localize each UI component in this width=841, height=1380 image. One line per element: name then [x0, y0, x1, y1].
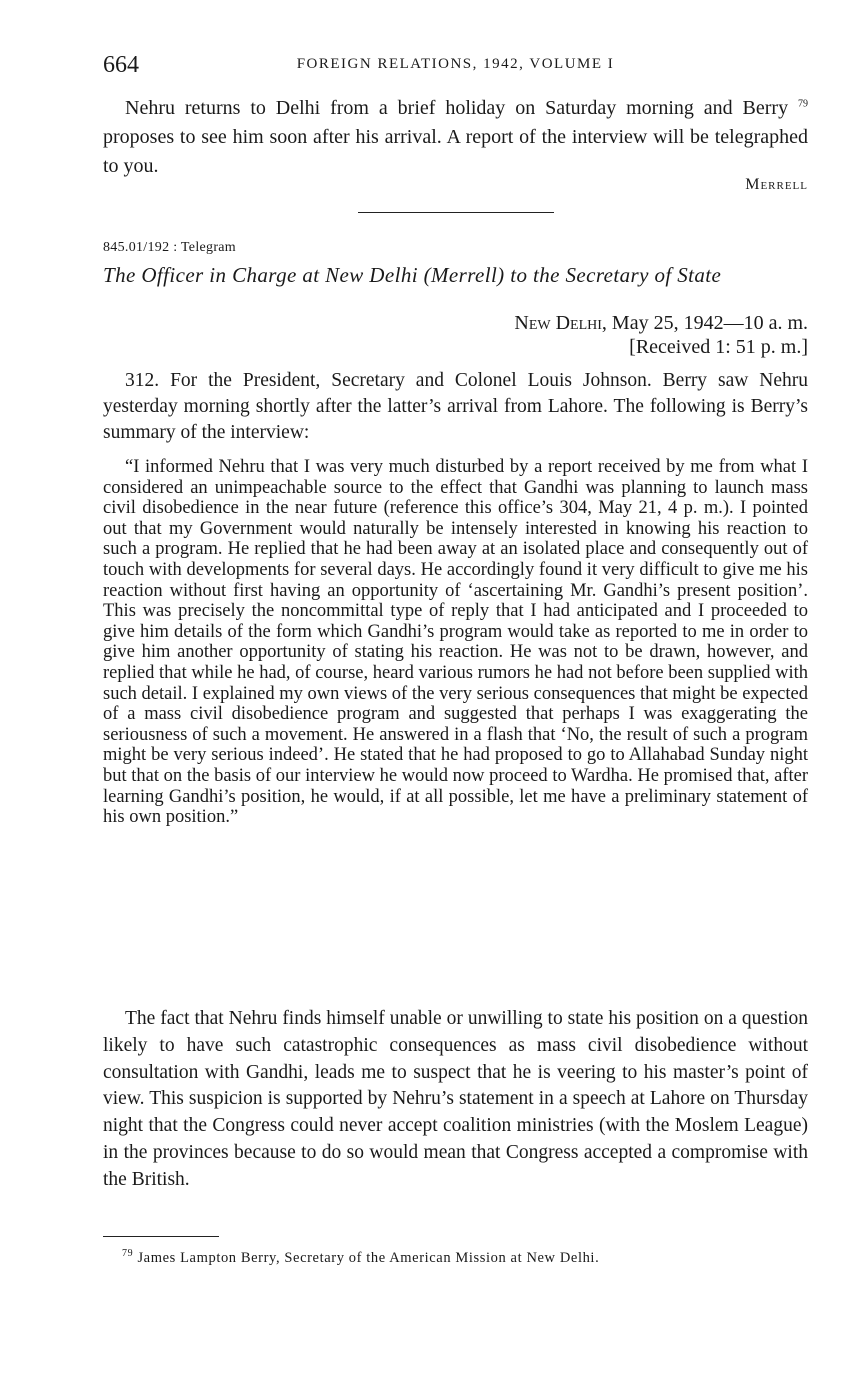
dateline-date: May 25, 1942—10 a. m.	[611, 312, 808, 334]
footnote-reference: 79	[798, 98, 808, 110]
body-paragraph-1: 312. For the President, Secretary and Colonel Louis Johnson. Berry saw Nehru yesterday morning shortly after the latter’s arrival from Lahore. The following is Berry’s summary of the interview:	[103, 370, 808, 443]
block-quote: “I informed Nehru that I was very much disturbed by a report received by me from what I considered an unimpeachable source to the effect that Gandhi was planning to launch mass civil disobedience in the near future (reference this office’s 304, May 21, 4 p. m.). I pointed out that my Government would naturally be intensely interested in knowing his reaction to such a program. He replied that he had been away at an isolated place and consequently out of touch with developments for several days. He accordingly found it very difficult to give me his reaction without first having an opportunity of ‘ascertaining Mr. Gandhi’s present position’. This was precisely the noncommittal type of reply that I had anticipated and I proceeded to give him details of the form which Gandhi’s program would take as reported to me in order to give him another opportunity of stating his reaction. He was not to be drawn, however, and replied that while he had, of course, heard various rumors he had not before been supplied with such detail. I explained my own views of the very serious consequences that might be expected of a mass civil disobedience program and suggested that perhaps I was exaggerating the seriousness of such a movement. He answered in a flash that ‘No, the result of such a program might be very serious indeed’. He stated that he had proposed to go to Allahabad Sunday night but that on the basis of our interview he would now proceed to Wardha. He promised that, after learning Gandhi’s position, he would, if at all possible, let me have a preliminary statement of his own position.”	[103, 457, 808, 828]
section-divider	[358, 212, 554, 213]
signature: Merrell	[745, 176, 808, 193]
top-paragraph	[103, 94, 808, 181]
footnote-number: 79	[122, 1248, 134, 1260]
running-head: FOREIGN RELATIONS, 1942, VOLUME I	[296, 56, 615, 72]
file-reference: 845.01/192 : Telegram	[103, 240, 236, 255]
received-time: [Received 1: 51 p. m.]	[629, 336, 808, 358]
page-number: 664	[103, 52, 139, 78]
footnote-rule	[103, 1236, 219, 1237]
footnote	[122, 1250, 808, 1267]
top-paragraph-text-2: proposes to see him soon after his arrival. A report of the interview will be telegraphed to you.	[103, 126, 808, 177]
footnote-text: James Lampton Berry, Secretary of the American Mission at New Delhi.	[137, 1250, 600, 1266]
page-header	[103, 52, 808, 80]
top-paragraph-text-1: Nehru returns to Delhi from a brief holiday on Saturday morning and Berry	[125, 97, 789, 119]
document-title: The Officer in Charge at New Delhi (Merrell) to the Secretary of State	[103, 263, 722, 287]
dateline-city: New Delhi,	[514, 312, 607, 334]
dateline	[514, 311, 808, 359]
body-paragraph-2: The fact that Nehru finds himself unable or unwilling to state his position on a question likely to have such catastrophic consequences as mass civil disobedience without consultation with Gandhi, leads me to suspect that he is veering to his master’s point of view. This suspicion is supported by Nehru’s statement in a speech at Lahore on Thursday night that the Congress could never accept coalition ministries (with the Moslem League) in the provinces because to do so would mean that Congress accepted a compromise with the British.	[103, 1008, 808, 1190]
